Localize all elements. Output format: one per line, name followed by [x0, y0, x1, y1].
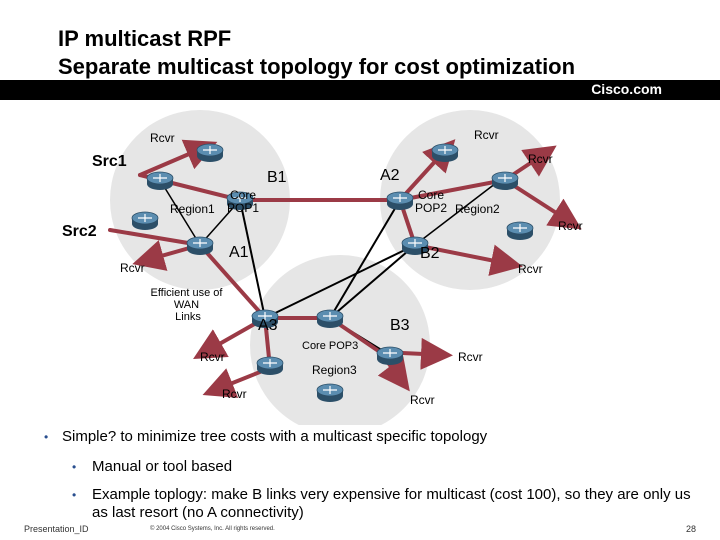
b1-label: B1	[267, 169, 287, 186]
b2-label: B2	[420, 245, 440, 262]
multicast-topology-diagram	[0, 100, 720, 425]
region2-label: Region2	[455, 202, 500, 216]
router-icon	[432, 144, 458, 162]
rcvr-label: Rcvr	[558, 219, 583, 233]
router-icon	[132, 212, 158, 230]
efficient-wan-note: Efficient use of WAN Links	[150, 287, 223, 323]
rcvr-label: Rcvr	[410, 393, 435, 407]
rcvr-label: Rcvr	[150, 131, 175, 145]
rcvr-label: Rcvr	[200, 350, 225, 364]
bullet-sub	[40, 458, 710, 476]
bullet-main-text: Simple? to minimize tree costs with a multicast specific topology	[62, 428, 488, 445]
slide-subtitle: Separate multicast topology for cost optimization	[58, 54, 576, 79]
brand-logo: Cisco.com	[591, 81, 662, 97]
router-icon	[147, 172, 173, 190]
footer-copyright: © 2004 Cisco Systems, Inc. All rights reserved.	[150, 526, 275, 532]
router-icon	[507, 222, 533, 240]
rcvr-label: Rcvr	[458, 350, 483, 364]
bullet-sub2-text: Example toplogy: make B links very expensive for multicast (cost 100), so they are only us as last resort (no A connectivity)	[92, 486, 691, 521]
slide-title: IP multicast RPF	[58, 26, 232, 51]
rcvr-label: Rcvr	[528, 152, 553, 166]
router-icon	[317, 310, 343, 328]
bullet-sub1-text: Manual or tool based	[92, 458, 233, 475]
a3-label: A3	[258, 317, 278, 334]
src1-label: Src1	[92, 153, 127, 170]
footer-presentation-id: Presentation_ID	[24, 524, 89, 534]
bullet-dot-icon: •	[44, 430, 49, 444]
rcvr-label: Rcvr	[474, 128, 499, 142]
bullet-list	[40, 428, 710, 522]
a2-label: A2	[380, 167, 400, 184]
router-icon	[187, 237, 213, 255]
core-pop3-label: Core POP3	[302, 340, 359, 352]
bullet-dot-icon: •	[72, 488, 77, 502]
region1-label: Region1	[170, 202, 215, 216]
rcvr-label: Rcvr	[222, 387, 247, 401]
footer-page-number: 28	[685, 524, 696, 534]
router-icon	[257, 357, 283, 375]
rcvr-label: Rcvr	[120, 261, 145, 275]
rcvr-label: Rcvr	[518, 262, 543, 276]
b3-label: B3	[390, 317, 410, 334]
router-icon	[377, 347, 403, 365]
a1-label: A1	[229, 244, 249, 261]
router-icon	[197, 144, 223, 162]
bullet-sub	[40, 486, 710, 522]
core-pop1-label: Core POP1	[227, 188, 260, 215]
bullet-main	[40, 428, 710, 446]
router-icon	[317, 384, 343, 402]
region3-label: Region3	[312, 363, 357, 377]
bullet-dot-icon: •	[72, 460, 77, 474]
router-icon	[492, 172, 518, 190]
core-pop2-label: Core POP2	[415, 188, 448, 215]
src2-label: Src2	[62, 223, 97, 240]
router-icon	[387, 192, 413, 210]
